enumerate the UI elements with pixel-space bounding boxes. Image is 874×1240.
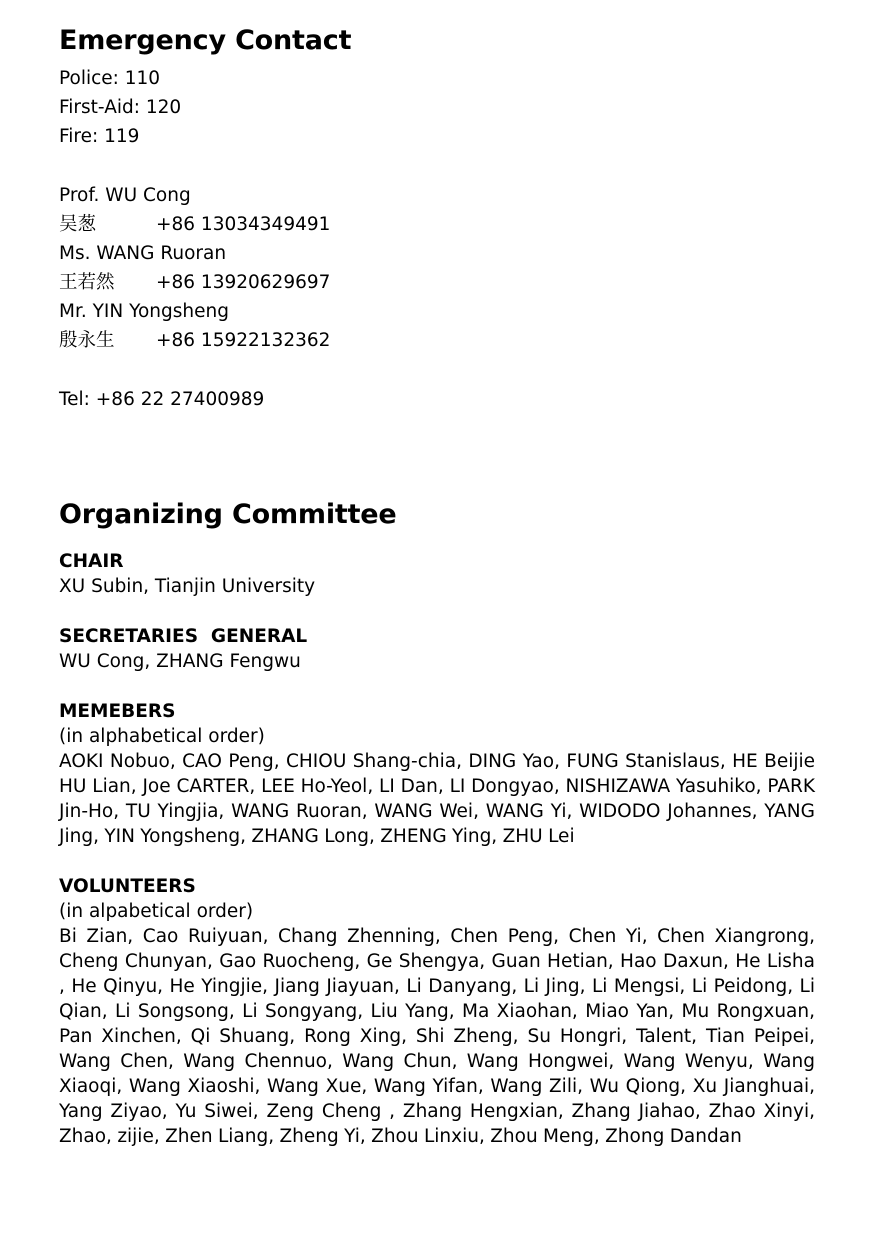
contact-name: Prof. WU Cong [59, 185, 191, 206]
contact-chinese-name: 殷永生 [59, 330, 115, 351]
secretaries-section [59, 624, 307, 674]
contact-name: Ms. WANG Ruoran [59, 243, 227, 264]
contact-phone: +86 13034349491 [156, 214, 331, 235]
emergency-numbers [59, 64, 181, 151]
contact-phone: +86 15922132362 [156, 330, 331, 351]
chair-text: XU Subin, Tianjin University [59, 576, 316, 597]
secretaries-text: WU Cong, ZHANG Fengwu [59, 651, 301, 672]
volunteers-section [59, 874, 815, 1149]
fire-number: Fire: 119 [59, 126, 140, 147]
contact-list [59, 181, 330, 355]
contact-row [59, 268, 330, 297]
contact-phone: +86 13920629697 [156, 272, 331, 293]
police-number: Police: 110 [59, 68, 161, 89]
secretaries-heading: SECRETARIES GENERAL [59, 626, 308, 647]
emergency-contact-title: Emergency Contact [59, 25, 352, 56]
volunteers-list: Bi Zian, Cao Ruiyuan, Chang Zhenning, Chen Peng, Chen Yi, Chen Xiangrong, Cheng Chunyan, Gao Ruocheng, Ge Shengya, Guan Hetian, Hao Daxun, He Lisha , He Qinyu, He Yingjie, Jiang Jiayuan, Li Danyang, Li Jing, Li Mengsi, Li Peidong, Li Qian, Li Songsong, Li Songyang, Liu Yang, Ma Xiaohan, Miao Yan, Mu Rongxuan, Pan Xinchen, Qi Shuang, Rong Xing, Shi Zheng, Su Hongri, Talent, Tian Peipei, Wang Chen, Wang Chennuo, Wang Chun, Wang Hongwei, Wang Wenyu, Wang Xiaoqi, Wang Xiaoshi, Wang Xue, Wang Yifan, Wang Zili, Wu Qiong, Xu Jianghuai, Yang Ziyao, Yu Siwei, Zeng Cheng , Zhang Hengxian, Zhang Jiahao, Zhao Xinyi, Zhao, zijie, Zhen Liang, Zheng Yi, Zhou Linxiu, Zhou Meng, Zhong Dandan [59, 926, 815, 1147]
contact-chinese-name: 吴葱 [59, 214, 97, 235]
contact-chinese-name: 王若然 [59, 272, 115, 293]
chair-heading: CHAIR [59, 551, 124, 572]
contact-row [59, 210, 330, 239]
members-list: AOKI Nobuo, CAO Peng, CHIOU Shang-chia, DING Yao, FUNG Stanislaus, HE Beijie HU Lian, Joe CARTER, LEE Ho-Yeol, LI Dan, LI Dongyao, NISHIZAWA Yasuhiko, PARK Jin-Ho, TU Yingjia, WANG Ruoran, WANG Wei, WANG Yi, WIDODO Johannes, YANG Jing, YIN Yongsheng, ZHANG Long, ZHENG Ying, ZHU Lei [59, 751, 815, 847]
chair-section [59, 549, 315, 599]
members-note: (in alphabetical order) [59, 726, 265, 747]
contact-name: Mr. YIN Yongsheng [59, 301, 229, 322]
volunteers-heading: VOLUNTEERS [59, 876, 196, 897]
volunteers-note: (in alpabetical order) [59, 901, 254, 922]
tel-number: Tel: +86 22 27400989 [59, 389, 265, 410]
contact-row [59, 326, 330, 355]
first-aid-number: First-Aid: 120 [59, 97, 182, 118]
members-heading: MEMEBERS [59, 701, 176, 722]
members-section [59, 699, 815, 849]
organizing-committee-title: Organizing Committee [59, 499, 397, 530]
